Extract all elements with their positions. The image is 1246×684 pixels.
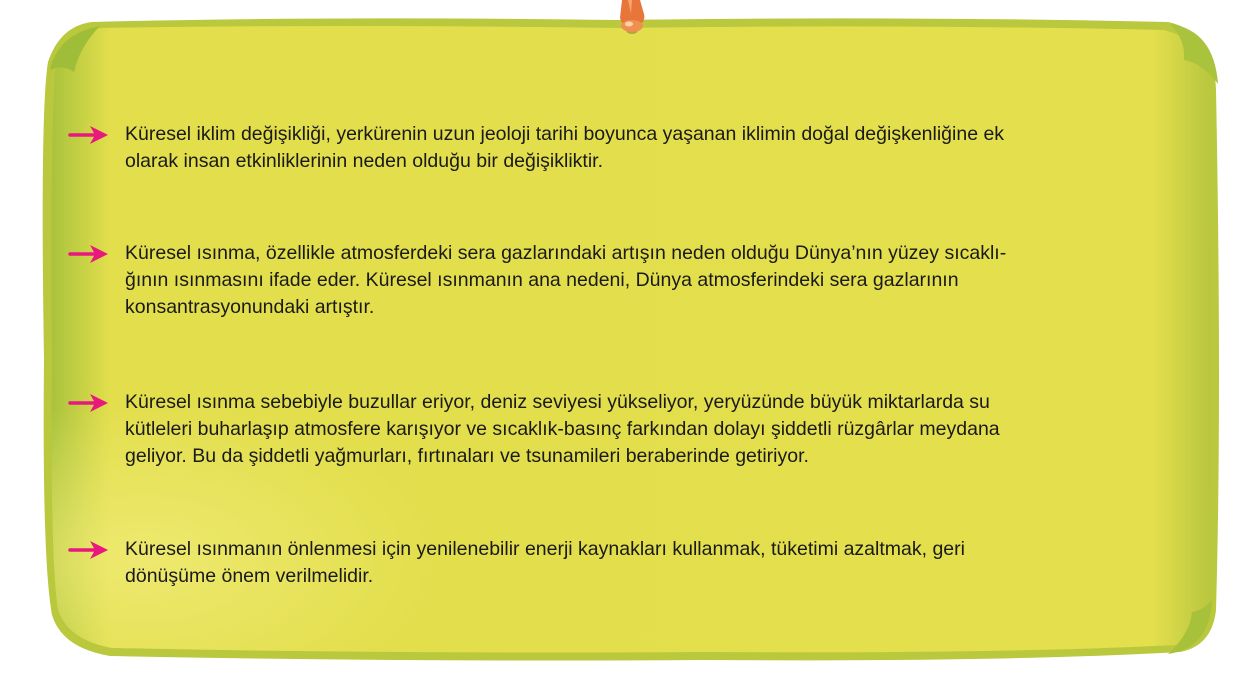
bullet-text <box>125 240 1173 321</box>
bullet-line: olarak insan etkinliklerinin neden olduğu bir değişikliktir. <box>125 150 604 172</box>
bullet-line: Küresel ısınma sebebiyle buzullar eriyor, deniz seviyesi yükseliyor, yeryüzünde büyük miktarlarda su <box>125 391 990 413</box>
bullet-line: Küresel iklim değişikliği, yerkürenin uzun jeoloji tarihi boyunca yaşanan iklimin doğal değişkenliğine ek <box>125 123 1005 145</box>
bullet-line: Küresel ısınma, özellikle atmosferdeki sera gazlarındaki artışın neden olduğu Dünya’nın yüzey sıcaklı- <box>125 242 1007 264</box>
bullet-text <box>125 121 1173 175</box>
bullet-line: kütleleri buharlaşıp atmosfere karışıyor ve sıcaklık-basınç farkından dolayı şiddetli rüzgârlar meydana <box>125 418 1000 440</box>
pink-arrow-icon <box>68 124 110 146</box>
bullet-list <box>68 0 1178 684</box>
bullet-line: dönüşüme önem verilmelidir. <box>125 565 374 587</box>
pink-arrow-icon <box>68 243 110 265</box>
bullet-line: konsantrasyonundaki artıştır. <box>125 296 375 318</box>
bullet-line: geliyor. Bu da şiddetli yağmurları, fırtınaları ve tsunamileri beraberinde getiriyor. <box>125 445 809 467</box>
bullet-line: ğının ısınmasını ifade eder. Küresel ısınmanın ana nedeni, Dünya atmosferindeki sera gazlarının <box>125 269 959 291</box>
pink-arrow-icon <box>68 392 110 414</box>
bullet-text <box>125 389 1173 470</box>
bullet-line: Küresel ısınmanın önlenmesi için yenilenebilir enerji kaynakları kullanmak, tüketimi azaltmak, geri <box>125 538 965 560</box>
bullet-text <box>125 536 1173 590</box>
pink-arrow-icon <box>68 539 110 561</box>
